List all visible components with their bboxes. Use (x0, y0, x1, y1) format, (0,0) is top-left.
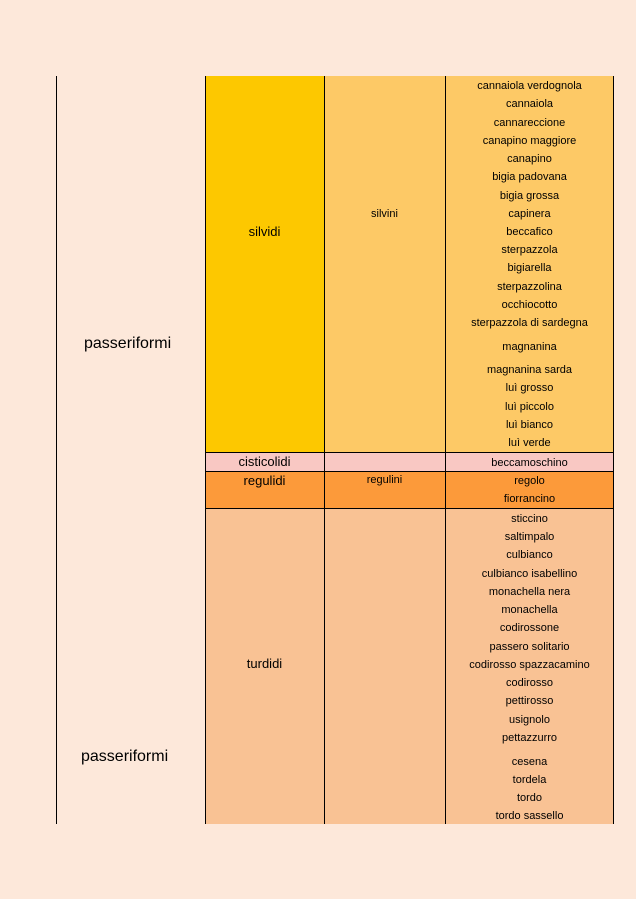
species-item: bigiarella (507, 262, 552, 274)
species-item: sterpazzola (501, 244, 558, 256)
family-regulidi: regulidi (243, 473, 286, 488)
species-item: saltimpalo (504, 531, 555, 543)
subfamily-regulini: regulini (366, 474, 403, 486)
species-item: bigia grossa (499, 190, 560, 202)
order-label-top: passeriformi (84, 335, 172, 352)
species-item: cannaiola (505, 98, 554, 110)
species-item: sterpazzola di sardegna (471, 317, 588, 329)
species-item: cannaiola verdognola (477, 80, 582, 92)
col-border-2 (324, 76, 325, 824)
species-item: usignolo (509, 714, 550, 726)
species-item: codirossone (499, 622, 560, 634)
species-item: occhiocotto (501, 299, 558, 311)
species-item: monachella nera (488, 586, 571, 598)
species-item: fiorrancino (503, 493, 556, 505)
species-item: magnanina sarda (486, 364, 572, 376)
species-item: codirosso spazzacamino (469, 659, 590, 671)
species-item: sticcino (511, 513, 548, 525)
row-border-cisticolidi-bottom (205, 471, 614, 472)
subfamily-silvini: silvini (371, 208, 398, 220)
species-item: capinera (508, 208, 551, 220)
species-item: luì piccolo (505, 401, 554, 413)
species-item: passero solitario (489, 641, 570, 653)
family-cisticolidi: cisticolidi (238, 454, 291, 469)
family-turdidi: turdidi (246, 656, 283, 671)
species-item: culbianco (506, 549, 553, 561)
species-item: luì verde (508, 437, 551, 449)
species-item: canapino (507, 153, 552, 165)
family-silvidi: silvidi (248, 224, 281, 239)
species-item: beccafico (506, 226, 553, 238)
col-border-1 (205, 76, 206, 824)
species-item: codirosso (505, 677, 554, 689)
species-item: pettazzurro (501, 732, 558, 744)
row-border-silvidi-bottom (205, 452, 614, 453)
species-item: cannareccione (493, 117, 566, 129)
species-item: magnanina (502, 341, 557, 353)
row-border-regulidi-bottom (205, 508, 614, 509)
species-item: sterpazzolina (497, 281, 562, 293)
species-item: beccamoschino (491, 457, 568, 469)
species-item: regolo (514, 475, 545, 487)
silvidi-family-cell (205, 76, 324, 452)
species-item: tordela (512, 774, 547, 786)
species-item: canapino maggiore (482, 135, 577, 147)
species-item: bigia padovana (492, 171, 567, 183)
species-item: luì bianco (505, 419, 554, 431)
species-item: monachella (501, 604, 558, 616)
species-item: tordo (516, 792, 543, 804)
order-label-bottom: passeriformi (81, 748, 169, 765)
species-item: luì grosso (505, 382, 554, 394)
species-item: cesena (511, 756, 548, 768)
species-item: tordo sassello (495, 810, 564, 822)
order-left-border (56, 76, 57, 824)
species-item: pettirosso (505, 695, 554, 707)
species-item: culbianco isabellino (481, 568, 578, 580)
